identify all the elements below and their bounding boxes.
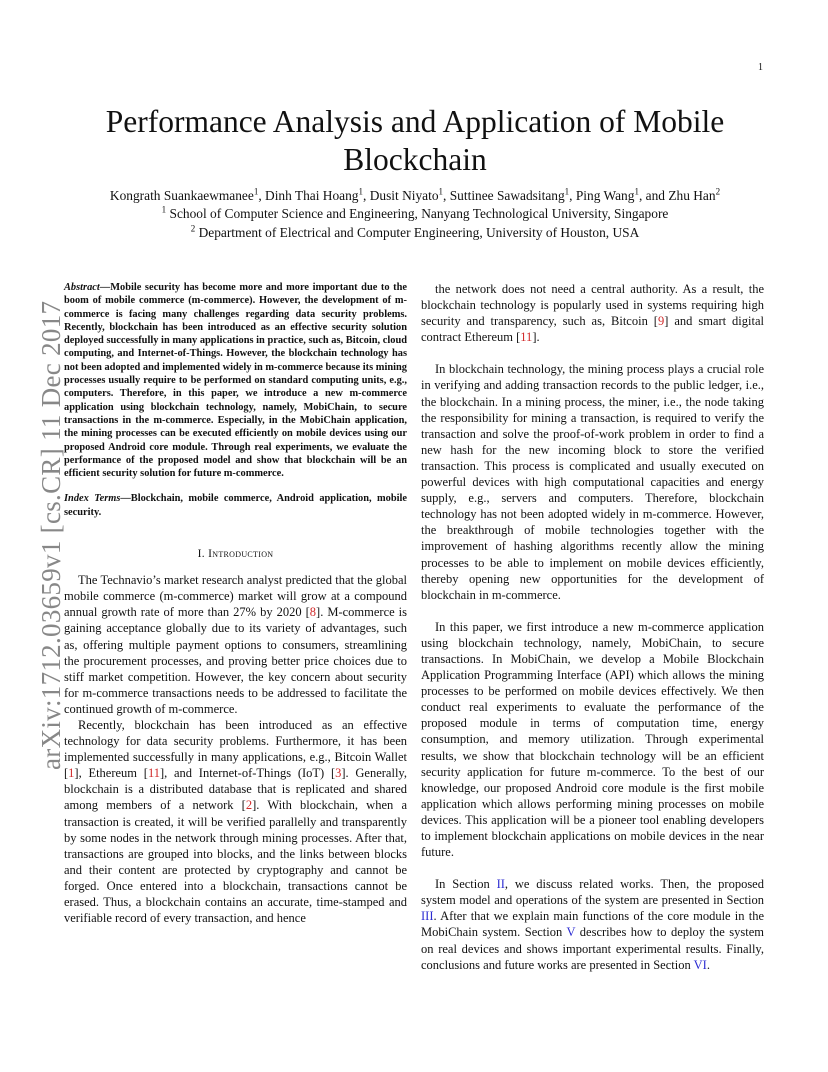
paragraph-text: , we discuss related works. Then, the proposed system model and operations of the system are presented in Section xyxy=(421,877,764,908)
paragraph-text: . After that we explain main functions of the core module in the MobiChain system. Section xyxy=(421,909,764,940)
paragraph-text: ], and Internet-of-Things (IoT) [ xyxy=(159,766,336,781)
author-affiliation-marker: 1 xyxy=(564,186,570,197)
author-affiliation-marker: 2 xyxy=(715,186,721,197)
page-number: 1 xyxy=(758,62,763,73)
abstract-label: Abstract xyxy=(64,282,100,293)
citation-link[interactable]: 1 xyxy=(68,766,75,781)
paragraph-text: ]. M-commerce is gaining acceptance globally due to its variety of advantages, such as, offering multiple payment options to consumers, streamlining the procurement processes, and proving better price choices due to stiff market competition. However, the key concern about security for m-commerce transactions needs to be addressed to facilitate the continued growth of m-commerce. xyxy=(64,605,408,716)
citation-link[interactable]: 11 xyxy=(520,330,533,345)
author-name: Dinh Thai Hoang xyxy=(265,188,359,203)
section-number: I. xyxy=(197,548,205,561)
section-reference-link[interactable]: V xyxy=(566,925,576,940)
index-terms xyxy=(64,492,407,519)
body-paragraph xyxy=(421,619,764,860)
author-separator: , xyxy=(569,188,576,203)
author-name: Ping Wang xyxy=(575,188,635,203)
section-heading-introduction xyxy=(64,546,407,562)
left-body-text xyxy=(64,572,407,926)
author-separator: , xyxy=(363,188,370,203)
author-separator: , xyxy=(443,188,450,203)
author-affiliation-marker: 1 xyxy=(438,186,444,197)
citation-link[interactable]: 3 xyxy=(335,766,342,781)
section-reference-link[interactable]: III xyxy=(421,909,434,924)
body-paragraph xyxy=(64,572,407,717)
section-reference-link[interactable]: II xyxy=(496,877,505,892)
author-name: Kongrath Suankaewmanee xyxy=(109,188,254,203)
paragraph-text: ]. Generally, blockchain is a distributed database that is replicated and shared among members of a network [ xyxy=(64,766,407,813)
paragraph-text: ]. xyxy=(532,330,540,345)
paragraph-text: In Section xyxy=(435,877,497,892)
author-affiliation-marker: 1 xyxy=(253,186,259,197)
author-name: Zhu Han xyxy=(668,188,716,203)
paragraph-text: In this paper, we first introduce a new m-commerce application using blockchain technology, namely, MobiChain, to secure transactions. In MobiChain, we develop a Mobile Blockchain Application Programming Interface (API) which allows the mining processes to be performed on mobile devices effectively. We then conduct real experiments to evaluate the performance of the proposed module in terms of computation time, energy consumption, and memory utilization. Through experimental results, we show that blockchain technology will be an efficient security application for future m-commerce. To the best of our knowledge, our proposed Android core module is the first mobile application which allows performing mining processes on mobile devices. This application will be a pioneer tool enabling developers to implement blockchain applications on mobile devices in the near future. xyxy=(421,619,764,860)
paragraph-text: . xyxy=(706,957,710,972)
abstract xyxy=(64,281,407,480)
author-separator: , and xyxy=(638,188,669,203)
abstract-text: —Mobile security has become more and more important due to the boom of mobile commerce (m-commerce). However, the development of m-commerce is facing many challenges regarding data security problems. Recently, blockchain has been introduced as an effective security solution deployed successfully in many applications in practice, such as, Bitcoin, cloud computing, and Internet-of-Things. However, the blockchain technology has not been adopted and implemented widely in m-commerce because its mining processes usually require to be performed on standard computing units, e.g., computers. Therefore, in this paper, we introduce a new m-commerce application using blockchain technology, namely, MobiChain, to secure transactions in the m-commerce. Especially, in the MobiChain application, the mining processes can be executed efficiently on mobile devices using our proposed Android core module. Through real experiments, we evaluate the performance of the proposed model and show that blockchain will be an efficient security solution for future m-commerce. xyxy=(64,282,407,480)
paragraph-text: In blockchain technology, the mining process plays a crucial role in verifying and adding transaction records to the public ledger, i.e., the blockchain. In a mining process, the miner, i.e., the node taking the responsibility for mining a transaction, is required to verify the transaction and solve the proof-of-work problem in order to find a new hash for the new incoming block to store the verified transaction. This process is complicated and usually executed on powerful devices with high computational capacities and energy supply, e.g., servers and computers. Therefore, blockchain technology has not been adopted widely in m-commerce. However, the breakthrough of mobile technologies together with the improvement of hashing algorithms recently allow the mining processes to be able to implement on mobile devices efficiently, thereby opening new opportunities for the development of blockchain in m-commerce. xyxy=(421,362,764,602)
author-list xyxy=(40,187,790,205)
paragraph-text: the network does not need a central authority. As a result, the blockchain technology is popularly used in systems requiring high security and transparency, such as, Bitcoin [ xyxy=(421,282,764,329)
body-paragraph xyxy=(421,361,764,602)
author-affiliation-marker: 1 xyxy=(358,186,364,197)
citation-link[interactable]: 11 xyxy=(147,766,160,781)
affiliation-2-text: Department of Electrical and Computer Engineering, University of Houston, USA xyxy=(198,225,640,240)
paragraph-text: Recently, blockchain has been introduced as an effective technology for data security problems. Furthermore, it has been implemented successfully in many applications, e.g., Bitcoin Wallet [ xyxy=(64,717,407,781)
paragraph-text: ]. With blockchain, when a transaction is created, it will be verified parallelly and transparently by some nodes in the network through mining processes. After that, transactions are grouped into blocks, and the links between blocks and their content are protected by cryptography and cannot be forged. Once entered into a blockchain, transactions cannot be erased. Thus, a blockchain contains an accurate, time-stamped and verifiable record of every transaction, and hence xyxy=(64,798,407,926)
affiliation-2 xyxy=(40,224,790,242)
author-affiliation-marker: 1 xyxy=(634,186,639,197)
index-terms-label: Index Terms xyxy=(64,493,121,505)
paper-title: Performance Analysis and Application of Mobile Blockchain xyxy=(105,104,725,177)
left-column xyxy=(64,281,407,926)
body-paragraph xyxy=(421,281,764,345)
paragraph-text: ] and smart digital contract Ethereum [ xyxy=(421,314,764,345)
paragraph-text: The Technavio’s market research analyst predicted that the global mobile commerce (m-commerce) market will grow at a compound annual growth rate of more than 27% by 2020 [ xyxy=(64,573,407,620)
affiliation-1-text: School of Computer Science and Engineering, Nanyang Technological University, Singapore xyxy=(169,206,669,221)
index-terms-text: —Blockchain, mobile commerce, Android application, mobile security. xyxy=(64,493,407,518)
right-body-text xyxy=(421,281,764,973)
author-name: Suttinee Sawadsitang xyxy=(449,188,565,203)
citation-link[interactable]: 8 xyxy=(309,605,317,620)
arxiv-id: arXiv:1712.03659v1 [cs.CR] 11 Dec 2017 xyxy=(36,300,66,770)
body-paragraph xyxy=(421,876,764,973)
paragraph-text: ], Ethereum [ xyxy=(74,766,148,781)
author-name: Dusit Niyato xyxy=(369,188,439,203)
body-paragraph xyxy=(64,717,407,926)
citation-link[interactable]: 9 xyxy=(657,314,665,329)
paragraph-text: describes how to deploy the system on real devices and shows important experimental results. Finally, conclusions and future works are presented in Section xyxy=(421,925,764,972)
author-separator: , xyxy=(258,188,266,203)
right-column xyxy=(421,281,764,973)
section-title: Introduction xyxy=(208,548,274,561)
affiliation-2-marker: 2 xyxy=(190,223,196,234)
citation-link[interactable]: 2 xyxy=(245,798,253,813)
section-reference-link[interactable]: VI xyxy=(693,957,707,972)
affiliation-1-marker: 1 xyxy=(161,204,167,215)
affiliation-1 xyxy=(40,205,790,223)
